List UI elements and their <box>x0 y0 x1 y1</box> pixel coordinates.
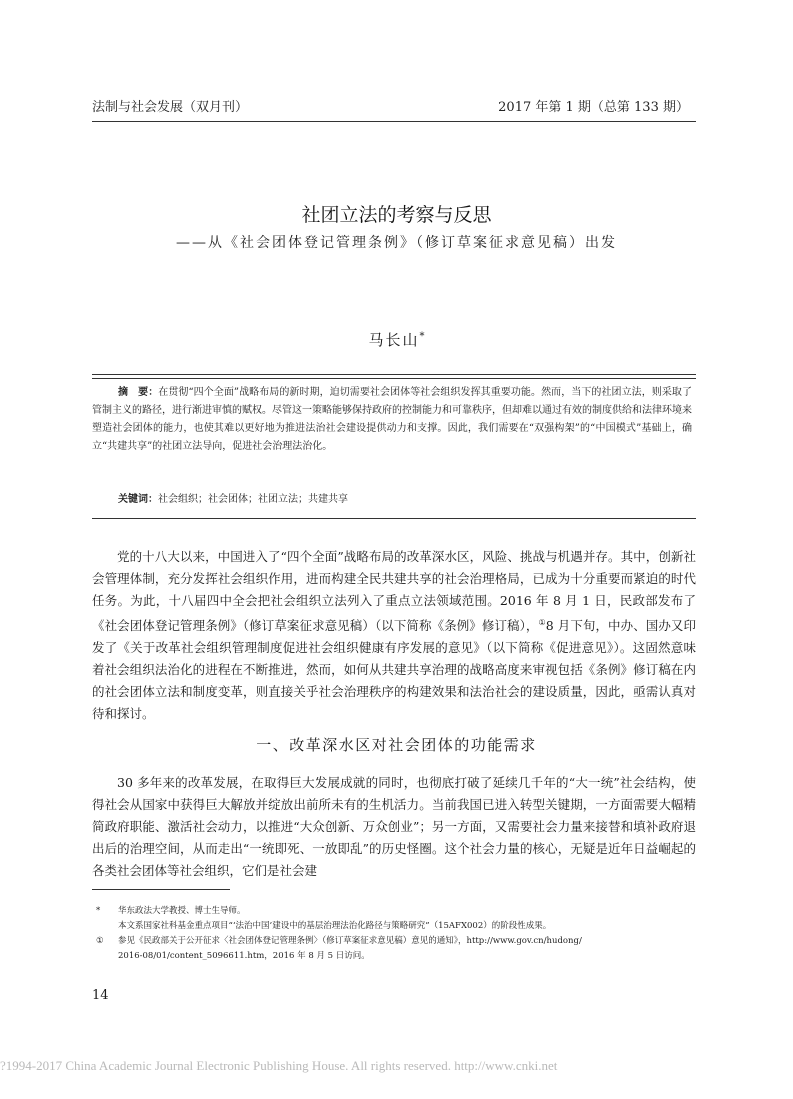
footnote-star-line2: 本文系国家社科基金重点项目“‘法治中国’建设中的基层治理法治化路径与策略研究”（15AFX002）的阶段性成果。 <box>118 921 552 931</box>
issue-info: 2017 年第 1 期（总第 133 期） <box>498 100 689 115</box>
abstract-top-rule-inner <box>92 378 696 379</box>
intro-paragraph-block <box>92 546 696 725</box>
intro-paragraph <box>92 546 696 725</box>
footnote-star-text1: 华东政法大学教授、博士生导师。 <box>118 906 246 916</box>
keywords-label: 关键词： <box>118 494 158 505</box>
footnote-star-mark: * <box>96 906 101 916</box>
section-heading: 一、改革深水区对社会团体的功能需求 <box>256 736 537 754</box>
abstract-bottom-rule <box>92 518 696 519</box>
author-line <box>0 329 793 350</box>
article-subtitle: ——从《社会团体登记管理条例》（修订草案征求意见稿）出发 <box>176 235 617 251</box>
abstract-top-rule <box>92 374 696 375</box>
copyright-watermark: ?1994-2017 China Academic Journal Electronic Publishing House. All rights reserved. http://www.cnki.net <box>0 1058 558 1073</box>
footnote-rule <box>92 889 230 890</box>
keywords <box>118 490 348 505</box>
footnote-star-line1 <box>92 904 696 919</box>
footnote-1-text1: 参见《民政部关于公开征求〈社会团体登记管理条例〉（修订草案征求意见稿）意见的通知》，http://www.gov.cn/hudong/ <box>118 936 582 946</box>
section1-paragraph-block <box>92 772 696 882</box>
footnote-1-line1 <box>92 934 696 949</box>
abstract-label: 摘 要： <box>118 387 159 398</box>
abstract-text: 在贯彻“四个全面”战略布局的新时期，迫切需要社会团体等社会组织发挥其重要功能。然而，当下的社团立法，则采取了管制主义的路径，进行渐进审慎的赋权。尽管这一策略能够保持政府的控制能力和可靠秩序，但却难以通过有效的制度供给和法律环境来塑造社会团体的能力，也使其难以更好地为推进法治社会建设提供动力和支撑。因此，我们需要在“双强构架”的“中国模式”基础上，确立“共建共享”的社团立法导向，促进社会治理法治化。 <box>92 387 692 452</box>
abstract <box>92 384 692 456</box>
keywords-text: 社会组织；社会团体；社团立法；共建共享 <box>158 494 348 505</box>
footnotes <box>92 904 696 964</box>
footnote-ref-1[interactable]: ① <box>538 618 546 627</box>
header-rule <box>92 121 696 122</box>
author-note-mark: * <box>419 331 425 342</box>
footnote-1-mark: ① <box>96 936 104 946</box>
page-number: 14 <box>92 988 109 1003</box>
intro-text-part1: 党的十八大以来，中国进入了“四个全面”战略布局的改革深水区，风险、挑战与机遇并存。其中，创新社会管理体制，充分发挥社会组织作用，进而构建全民共建共享的社会治理格局，已成为十分重要而紧迫的时代任务。为此，十八届四中全会把社会组织立法列入了重点立法领域范围。2016 年 8 月 1 日，民政部发布了《社会团体登记管理条例》（修订草案征求意见稿）（以下简称《条例》修订稿）， <box>92 549 696 634</box>
footnote-1-line2: 2016-08/01/content_5096611.htm，2016 年 8 月 5 日访问。 <box>118 951 370 961</box>
section1-paragraph: 30 多年来的改革发展，在取得巨大发展成就的同时，也彻底打破了延续几千年的“大一统”社会结构，使得社会从国家中获得巨大解放并绽放出前所未有的生机活力。当前我国已进入转型关键期，一方面需要大幅精简政府职能、激活社会动力，以推进“大众创新、万众创业”；另一方面，又需要社会力量来接替和填补政府退出后的治理空间，从而走出“一统即死、一放即乱”的历史怪圈。这个社会力量的核心，无疑是近年日益崛起的各类社会团体等社会组织，它们是社会建 <box>92 775 696 878</box>
article-title: 社团立法的考察与反思 <box>301 204 492 226</box>
intro-text-part2: 8 月下旬，中办、国办又印发了《关于改革社会组织管理制度促进社会组织健康有序发展的意见》（以下简称《促进意见》）。这固然意味着社会组织法治化的进程在不断推进，然而，如何从共建共享治理的战略高度来审视包括《条例》修订稿在内的社会团体立法和制度变革，则直接关乎社会治理秩序的构建效果和法治社会的建设质量，因此，亟需认真对待和探讨。 <box>92 618 696 722</box>
journal-name: 法制与社会发展（双月刊） <box>92 100 249 115</box>
author-name: 马长山 <box>368 331 420 349</box>
